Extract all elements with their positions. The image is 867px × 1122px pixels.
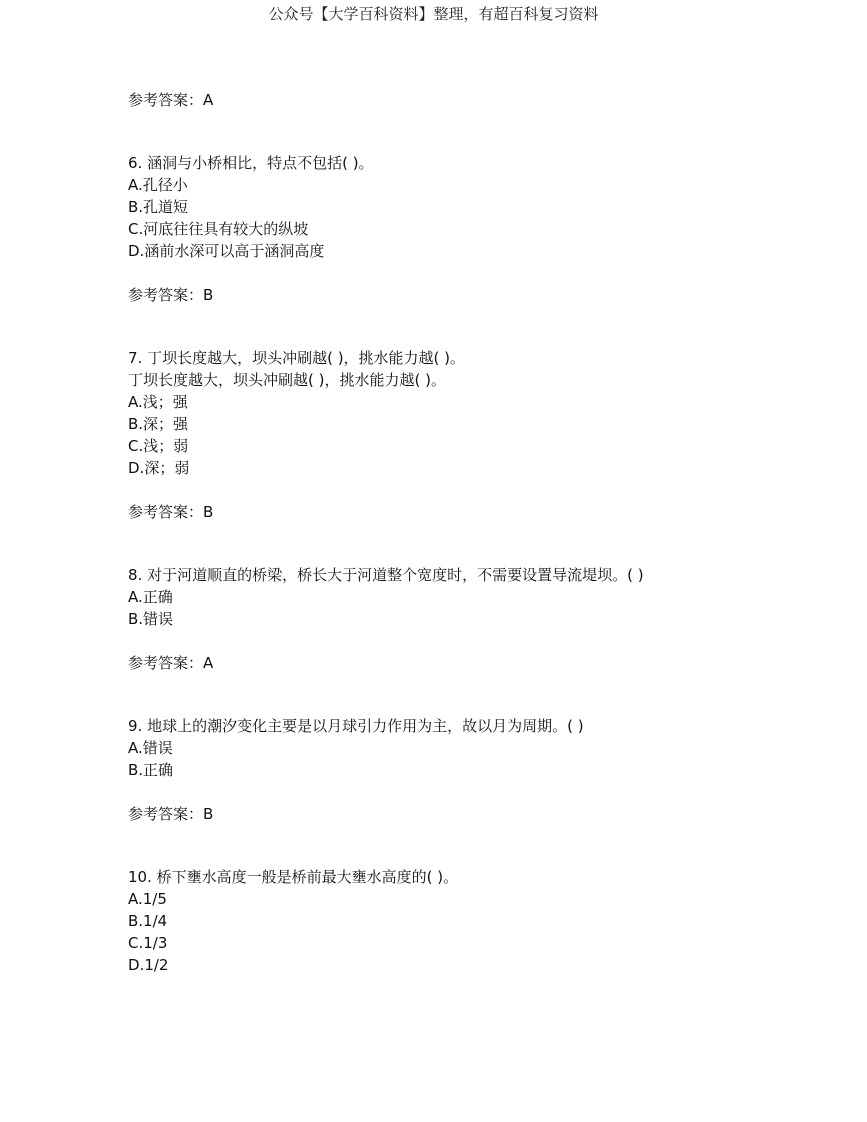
document-body <box>128 89 828 976</box>
question-text: 6. 涵洞与小桥相比，特点不包括( )。 <box>128 154 374 172</box>
question-text: 7. 丁坝长度越大，坝头冲刷越( )，挑水能力越( )。 <box>128 349 466 367</box>
previous-answer: 参考答案：A <box>128 91 214 109</box>
question-text: 10. 桥下壅水高度一般是桥前最大壅水高度的( )。 <box>128 868 459 886</box>
question-block <box>128 866 828 976</box>
reference-answer: 参考答案：B <box>128 503 214 521</box>
answer-option: B.正确 <box>128 761 174 779</box>
answer-option: B.孔道短 <box>128 198 189 216</box>
answer-option: B.错误 <box>128 610 174 628</box>
question-block <box>128 564 828 674</box>
question-text: 8. 对于河道顺直的桥梁，桥长大于河道整个宽度时，不需要设置导流堤坝。( ) <box>128 566 644 584</box>
answer-option: A.浅；强 <box>128 393 188 411</box>
answer-option: A.孔径小 <box>128 176 188 194</box>
reference-answer: 参考答案：B <box>128 286 214 304</box>
question-block <box>128 715 828 825</box>
answer-option: A.错误 <box>128 739 173 757</box>
answer-option: A.正确 <box>128 588 173 606</box>
answer-option: A.1/5 <box>128 890 167 908</box>
answer-option: C.河底往往具有较大的纵坡 <box>128 220 309 238</box>
answer-option: C.1/3 <box>128 934 168 952</box>
answer-option: C.浅；弱 <box>128 437 189 455</box>
answer-option: D.深；弱 <box>128 459 190 477</box>
answer-option: B.深；强 <box>128 415 189 433</box>
reference-answer: 参考答案：B <box>128 805 214 823</box>
answer-option: D.1/2 <box>128 956 169 974</box>
question-text: 丁坝长度越大，坝头冲刷越( )，挑水能力越( )。 <box>128 371 446 389</box>
answer-option: D.涵前水深可以高于涵洞高度 <box>128 242 325 260</box>
reference-answer: 参考答案：A <box>128 654 214 672</box>
page-header: 公众号【大学百科资料】整理，有超百科复习资料 <box>268 5 599 23</box>
question-list <box>128 152 828 976</box>
question-block <box>128 347 828 523</box>
question-text: 9. 地球上的潮汐变化主要是以月球引力作用为主，故以月为周期。( ) <box>128 717 584 735</box>
answer-option: B.1/4 <box>128 912 168 930</box>
question-block <box>128 152 828 306</box>
